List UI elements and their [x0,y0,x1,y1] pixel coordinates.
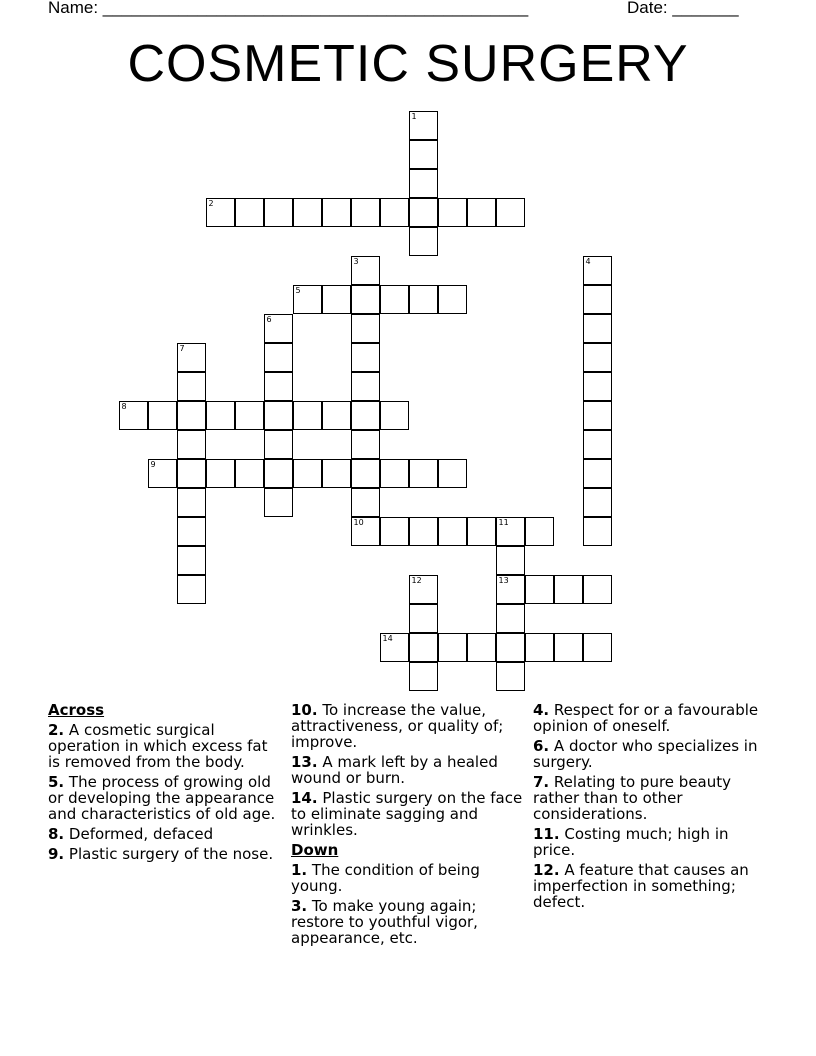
clue-text: Plastic surgery on the face to eliminate sagging and wrinkles. [291,789,523,839]
grid-cell[interactable] [293,459,322,488]
grid-cell[interactable] [264,372,293,401]
grid-cell[interactable] [322,198,351,227]
grid-cell[interactable] [119,401,148,430]
grid-cell[interactable] [496,546,525,575]
clues-column-3 [533,702,773,914]
grid-cell[interactable] [351,488,380,517]
grid-cell[interactable] [583,459,612,488]
grid-cell[interactable] [206,459,235,488]
grid-cell[interactable] [409,140,438,169]
grid-cell[interactable] [409,198,438,227]
grid-cell[interactable] [496,604,525,633]
cell-number: 3 [353,256,359,266]
clue-text: A cosmetic surgical operation in which excess fat is removed from the body. [48,721,268,771]
grid-cell[interactable] [235,198,264,227]
grid-cell[interactable] [264,314,293,343]
grid-cell[interactable] [583,517,612,546]
clue-down-3 [291,898,523,946]
cell-number: 8 [121,401,127,411]
clue-number: 1. [291,861,308,879]
name-field: Name: _____________________________________________ [48,0,529,17]
grid-cell[interactable] [409,633,438,662]
cell-number: 11 [498,517,509,527]
clue-number: 2. [48,721,65,739]
grid-cell[interactable] [438,198,467,227]
grid-cell[interactable] [583,343,612,372]
clue-number: 5. [48,773,65,791]
cell-number: 6 [266,314,272,324]
clue-text: The process of growing old or developing the appearance and characteristics of old age. [48,773,276,823]
clue-across-5 [48,774,280,822]
grid-cell[interactable] [409,662,438,691]
grid-cell[interactable] [351,198,380,227]
grid-cell[interactable] [409,459,438,488]
clues-column-1 [48,702,280,866]
grid-cell[interactable] [496,517,525,546]
grid-cell[interactable] [351,256,380,285]
grid-cell[interactable] [409,111,438,140]
grid-cell[interactable] [554,633,583,662]
clue-across-8 [48,826,280,842]
clue-number: 11. [533,825,560,843]
grid-cell[interactable] [380,633,409,662]
clue-across-10 [291,702,523,750]
grid-cell[interactable] [467,517,496,546]
clue-text: Plastic surgery of the nose. [68,845,274,863]
grid-cell[interactable] [380,459,409,488]
grid-cell[interactable] [525,575,554,604]
grid-cell[interactable] [496,575,525,604]
grid-cell[interactable] [235,459,264,488]
grid-cell[interactable] [409,285,438,314]
grid-cell[interactable] [293,401,322,430]
grid-cell[interactable] [351,401,380,430]
grid-cell[interactable] [177,372,206,401]
grid-cell[interactable] [351,314,380,343]
grid-cell[interactable] [380,285,409,314]
grid-cell[interactable] [177,517,206,546]
clue-down-6 [533,738,773,770]
grid-cell[interactable] [351,372,380,401]
grid-cell[interactable] [351,343,380,372]
grid-cell[interactable] [583,430,612,459]
grid-cell[interactable] [177,343,206,372]
grid-cell[interactable] [322,401,351,430]
grid-cell[interactable] [148,401,177,430]
grid-cell[interactable] [409,604,438,633]
grid-cell[interactable] [351,517,380,546]
clue-number: 8. [48,825,65,843]
clue-number: 12. [533,861,560,879]
across-heading: Across [48,701,105,719]
grid-cell[interactable] [409,169,438,198]
clue-number: 6. [533,737,550,755]
clue-across-13 [291,754,523,786]
grid-cell[interactable] [525,517,554,546]
clues-column-2 [291,702,523,950]
grid-cell[interactable] [148,459,177,488]
grid-cell[interactable] [351,430,380,459]
grid-cell[interactable] [380,517,409,546]
grid-cell[interactable] [177,546,206,575]
grid-cell[interactable] [554,575,583,604]
clue-number: 3. [291,897,308,915]
grid-cell[interactable] [496,662,525,691]
clue-text: Costing much; high in price. [533,825,729,859]
cell-number: 4 [585,256,591,266]
cell-number: 10 [353,517,364,527]
grid-cell[interactable] [583,575,612,604]
cell-number: 7 [179,343,185,353]
cell-number: 9 [150,459,156,469]
grid-cell[interactable] [264,343,293,372]
grid-cell[interactable] [235,401,264,430]
grid-cell[interactable] [438,285,467,314]
grid-cell[interactable] [380,401,409,430]
grid-cell[interactable] [322,459,351,488]
clue-text: A doctor who specializes in surgery. [533,737,758,771]
clue-down-7 [533,774,773,822]
grid-cell[interactable] [525,633,554,662]
cell-number: 5 [295,285,301,295]
grid-cell[interactable] [264,459,293,488]
grid-cell[interactable] [177,488,206,517]
clue-text: Deformed, defaced [68,825,214,843]
clue-text: Respect for or a favourable opinion of oneself. [533,701,759,735]
grid-cell[interactable] [496,198,525,227]
clue-down-4 [533,702,773,734]
cell-number: 14 [382,633,393,643]
cell-number: 13 [498,575,509,585]
cell-number: 12 [411,575,422,585]
grid-cell[interactable] [264,430,293,459]
grid-cell[interactable] [351,285,380,314]
clue-text: To make young again; restore to youthful vigor, appearance, etc. [291,897,478,947]
grid-cell[interactable] [583,372,612,401]
clue-across-14 [291,790,523,838]
grid-cell[interactable] [583,401,612,430]
clue-text: To increase the value, attractiveness, or quality of; improve. [291,701,504,751]
clue-across-9 [48,846,280,862]
grid-cell[interactable] [177,401,206,430]
grid-cell[interactable] [467,633,496,662]
grid-cell[interactable] [177,575,206,604]
clue-down-12 [533,862,773,910]
clue-number: 10. [291,701,318,719]
grid-cell[interactable] [467,198,496,227]
puzzle-title: COSMETIC SURGERY [127,35,689,93]
clue-across-2 [48,722,280,770]
grid-cell[interactable] [264,198,293,227]
grid-cell[interactable] [583,633,612,662]
grid-cell[interactable] [583,256,612,285]
grid-cell[interactable] [583,314,612,343]
grid-cell[interactable] [438,459,467,488]
clue-text: The condition of being young. [291,861,480,895]
grid-cell[interactable] [293,198,322,227]
clue-number: 7. [533,773,550,791]
grid-cell[interactable] [409,575,438,604]
grid-cell[interactable] [409,227,438,256]
clue-down-11 [533,826,773,858]
grid-cell[interactable] [583,285,612,314]
clue-text: Relating to pure beauty rather than to other considerations. [533,773,731,823]
grid-cell[interactable] [206,401,235,430]
down-heading: Down [291,841,339,859]
grid-cell[interactable] [380,198,409,227]
clue-text: A feature that causes an imperfection in something; defect. [533,861,749,911]
grid-cell[interactable] [409,517,438,546]
grid-cell[interactable] [293,285,322,314]
clue-number: 9. [48,845,65,863]
grid-cell[interactable] [206,198,235,227]
clue-number: 13. [291,753,318,771]
grid-cell[interactable] [264,401,293,430]
grid-cell[interactable] [177,459,206,488]
grid-cell[interactable] [496,633,525,662]
date-field: Date: _______ [627,0,739,17]
clue-number: 4. [533,701,550,719]
grid-cell[interactable] [264,488,293,517]
grid-cell[interactable] [351,459,380,488]
clue-number: 14. [291,789,318,807]
cell-number: 2 [208,198,214,208]
clue-down-1 [291,862,523,894]
grid-cell[interactable] [438,517,467,546]
grid-cell[interactable] [322,285,351,314]
grid-cell[interactable] [583,488,612,517]
clue-text: A mark left by a healed wound or burn. [291,753,498,787]
grid-cell[interactable] [177,430,206,459]
grid-cell[interactable] [438,633,467,662]
cell-number: 1 [411,111,417,121]
